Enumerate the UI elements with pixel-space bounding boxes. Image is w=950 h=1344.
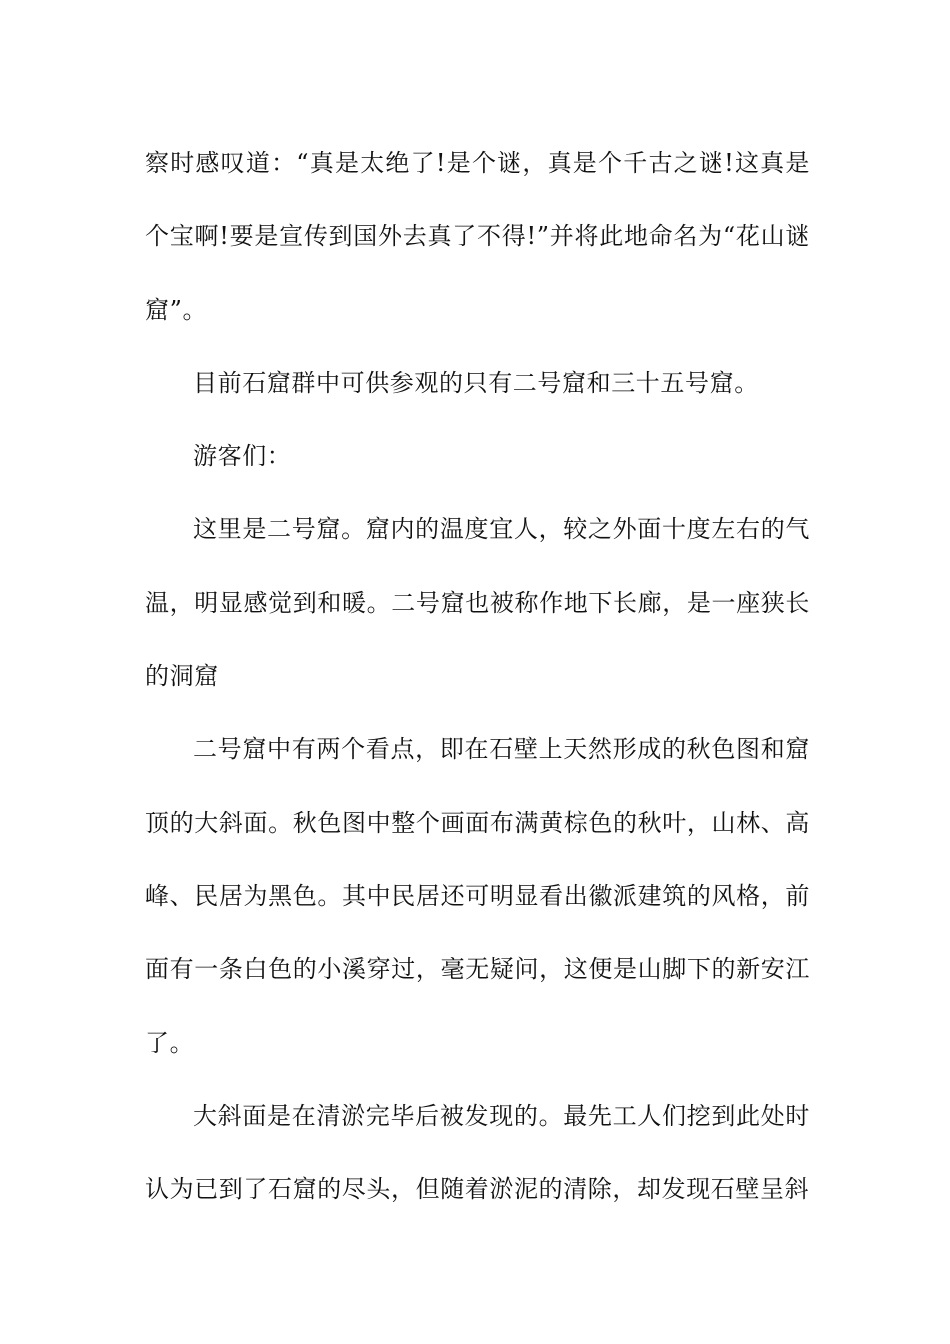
paragraph-3: 游客们：: [193, 442, 292, 471]
paragraph-6: 大斜面是在清淤完毕后被发现的。最先工人们挖到此处时认为已到了石窟的尽头，但随着淤泥的清除，却发现石壁呈斜: [145, 1101, 810, 1204]
paragraph-2: 目前石窟群中可供参观的只有二号窟和三十五号窟。: [193, 368, 759, 397]
paragraph-4: 这里是二号窟。窟内的温度宜人，较之外面十度左右的气温，明显感觉到和暖。二号窟也被称作地下长廊，是一座狭长的洞窟: [145, 515, 810, 691]
body-text: [145, 127, 810, 1226]
paragraph-1: 察时感叹道：“真是太绝了!是个谜，真是个千古之谜!这真是个宝啊!要是宣传到国外去真了不得!”并将此地命名为“花山谜窟”。: [145, 149, 810, 324]
paragraph-5: 二号窟中有两个看点，即在石壁上天然形成的秋色图和窟顶的大斜面。秋色图中整个画面布满黄棕色的秋叶，山林、高峰、民居为黑色。其中民居还可明显看出徽派建筑的风格，前面有一条白色的小溪穿过，毫无疑问，这便是山脚下的新安江了。: [145, 735, 810, 1057]
